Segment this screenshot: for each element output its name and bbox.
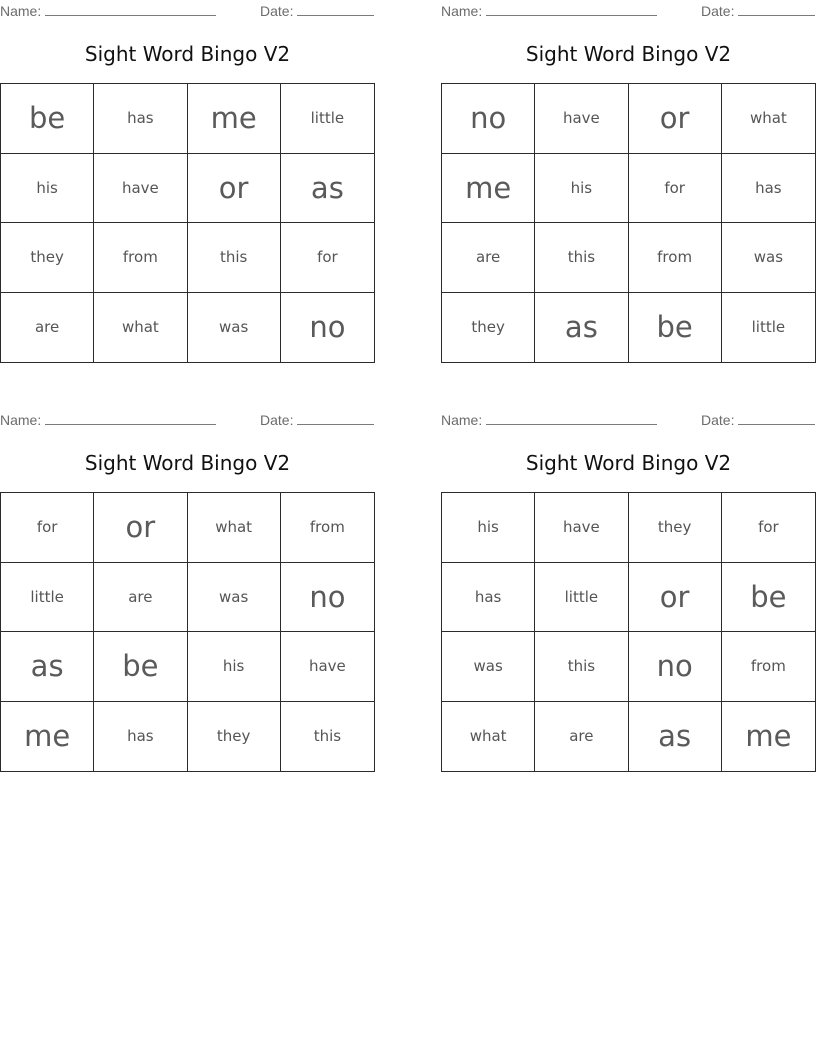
bingo-cell[interactable]: be bbox=[722, 563, 815, 633]
bingo-cell[interactable]: they bbox=[188, 702, 281, 772]
date-field[interactable] bbox=[701, 411, 815, 428]
bingo-cell[interactable]: this bbox=[535, 632, 628, 702]
date-blank[interactable] bbox=[738, 2, 815, 16]
bingo-grid bbox=[441, 83, 816, 363]
bingo-cell[interactable]: me bbox=[442, 154, 535, 224]
bingo-cell[interactable]: be bbox=[94, 632, 187, 702]
bingo-card bbox=[0, 409, 375, 754]
date-field[interactable] bbox=[260, 411, 374, 428]
bingo-cell[interactable]: are bbox=[94, 563, 187, 633]
bingo-cell[interactable]: no bbox=[629, 632, 722, 702]
bingo-cell[interactable]: this bbox=[535, 223, 628, 293]
bingo-cell[interactable]: little bbox=[751, 318, 786, 337]
bingo-cell[interactable]: as bbox=[1, 632, 94, 702]
bingo-cell[interactable]: this bbox=[313, 727, 342, 746]
bingo-cell[interactable]: little bbox=[1, 563, 94, 633]
card-title: Sight Word Bingo V2 bbox=[84, 42, 291, 66]
bingo-cell[interactable]: have bbox=[94, 154, 187, 224]
bingo-cell[interactable]: as bbox=[281, 154, 374, 224]
bingo-cell[interactable]: me bbox=[1, 702, 94, 772]
date-field[interactable] bbox=[701, 2, 815, 19]
bingo-cell[interactable]: was bbox=[188, 293, 281, 363]
bingo-cell[interactable]: be bbox=[629, 293, 722, 363]
bingo-cell[interactable]: from bbox=[722, 632, 815, 702]
bingo-cell[interactable]: was bbox=[188, 563, 281, 633]
bingo-cell[interactable]: or bbox=[629, 563, 722, 633]
bingo-cell[interactable]: have bbox=[535, 493, 628, 563]
name-blank[interactable] bbox=[486, 2, 657, 16]
bingo-cell[interactable]: for bbox=[722, 493, 815, 563]
bingo-cell[interactable]: for bbox=[629, 154, 722, 224]
name-date-line bbox=[441, 409, 816, 429]
bingo-cell[interactable]: what bbox=[722, 84, 815, 154]
bingo-cell[interactable]: his bbox=[535, 154, 628, 224]
bingo-cell[interactable]: what bbox=[442, 702, 535, 772]
bingo-cell[interactable]: as bbox=[535, 293, 628, 363]
bingo-cell[interactable]: little bbox=[535, 563, 628, 633]
bingo-cell[interactable]: be bbox=[1, 84, 94, 154]
bingo-cell[interactable]: or bbox=[188, 154, 281, 224]
card-title: Sight Word Bingo V2 bbox=[525, 451, 732, 475]
bingo-card bbox=[0, 0, 375, 345]
name-blank[interactable] bbox=[45, 2, 216, 16]
bingo-cell[interactable]: has bbox=[442, 563, 535, 633]
name-label: Name: bbox=[0, 412, 42, 428]
bingo-cell[interactable]: for bbox=[281, 223, 374, 293]
bingo-cell[interactable]: or bbox=[629, 84, 722, 154]
name-blank[interactable] bbox=[45, 411, 216, 425]
bingo-cell[interactable]: his bbox=[1, 154, 94, 224]
bingo-cell[interactable]: what bbox=[188, 493, 281, 563]
bingo-grid bbox=[0, 492, 375, 772]
name-field[interactable] bbox=[0, 411, 216, 428]
bingo-cell[interactable]: are bbox=[442, 223, 535, 293]
date-label: Date: bbox=[260, 3, 294, 19]
date-blank[interactable] bbox=[297, 2, 374, 16]
bingo-cell[interactable]: or bbox=[94, 493, 187, 563]
bingo-cell[interactable]: has bbox=[94, 702, 187, 772]
bingo-cell[interactable]: have bbox=[535, 84, 628, 154]
bingo-cell[interactable]: no bbox=[309, 310, 346, 345]
bingo-card bbox=[441, 0, 816, 345]
date-blank[interactable] bbox=[297, 411, 374, 425]
card-title: Sight Word Bingo V2 bbox=[84, 451, 291, 475]
bingo-cell[interactable]: have bbox=[281, 632, 374, 702]
bingo-cell[interactable]: no bbox=[281, 563, 374, 633]
name-blank[interactable] bbox=[486, 411, 657, 425]
card-title: Sight Word Bingo V2 bbox=[525, 42, 732, 66]
bingo-cell[interactable]: from bbox=[94, 223, 187, 293]
bingo-cell[interactable]: me bbox=[188, 84, 281, 154]
bingo-cell[interactable]: they bbox=[1, 223, 94, 293]
bingo-cell[interactable]: they bbox=[442, 293, 535, 363]
date-field[interactable] bbox=[260, 2, 374, 19]
name-date-line bbox=[0, 409, 375, 429]
name-date-line bbox=[0, 0, 375, 20]
name-field[interactable] bbox=[0, 2, 216, 19]
bingo-cell[interactable]: was bbox=[722, 223, 815, 293]
bingo-cell[interactable]: has bbox=[722, 154, 815, 224]
date-label: Date: bbox=[701, 412, 735, 428]
bingo-cell[interactable]: me bbox=[745, 719, 792, 754]
bingo-cell[interactable]: little bbox=[281, 84, 374, 154]
bingo-cell[interactable]: for bbox=[1, 493, 94, 563]
bingo-grid bbox=[441, 492, 816, 772]
date-label: Date: bbox=[260, 412, 294, 428]
name-label: Name: bbox=[0, 3, 42, 19]
name-field[interactable] bbox=[441, 411, 657, 428]
date-blank[interactable] bbox=[738, 411, 815, 425]
date-label: Date: bbox=[701, 3, 735, 19]
bingo-cell[interactable]: was bbox=[442, 632, 535, 702]
name-date-line bbox=[441, 0, 816, 20]
bingo-cell[interactable]: from bbox=[629, 223, 722, 293]
name-label: Name: bbox=[441, 412, 483, 428]
bingo-cell[interactable]: from bbox=[281, 493, 374, 563]
bingo-cell[interactable]: they bbox=[629, 493, 722, 563]
name-label: Name: bbox=[441, 3, 483, 19]
bingo-cell[interactable]: as bbox=[629, 702, 722, 772]
name-field[interactable] bbox=[441, 2, 657, 19]
bingo-cell[interactable]: his bbox=[442, 493, 535, 563]
bingo-card bbox=[441, 409, 816, 754]
bingo-cell[interactable]: are bbox=[535, 702, 628, 772]
bingo-cell[interactable]: what bbox=[94, 293, 187, 363]
bingo-cell[interactable]: has bbox=[94, 84, 187, 154]
bingo-cell[interactable]: his bbox=[188, 632, 281, 702]
bingo-cell[interactable]: this bbox=[188, 223, 281, 293]
bingo-grid bbox=[0, 83, 375, 363]
bingo-cell[interactable]: are bbox=[1, 293, 94, 363]
bingo-cell[interactable]: no bbox=[442, 84, 535, 154]
